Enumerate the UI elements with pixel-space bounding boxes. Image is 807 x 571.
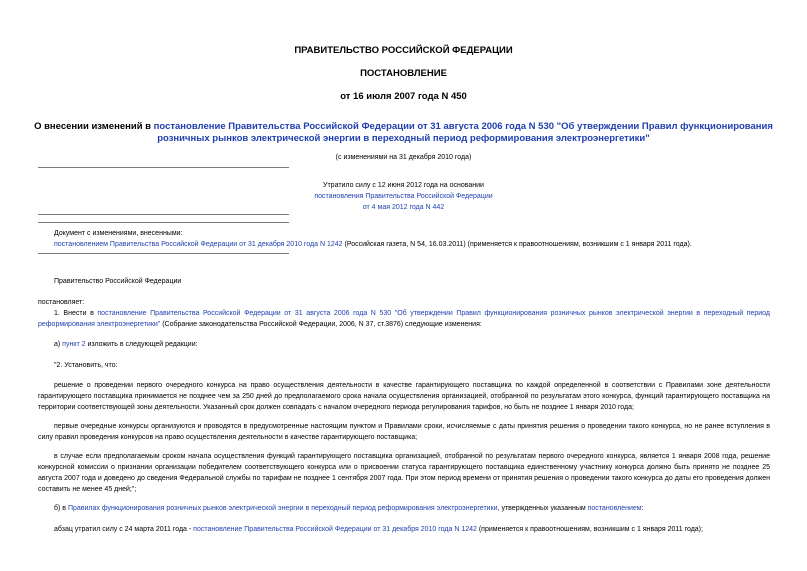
- paragraph-a: [54, 339, 198, 350]
- pb-link[interactable]: Правилах функционирования розничных рынков электрической энергии в переходный период реформирования электроэнергетики: [67, 505, 498, 512]
- paragraph-5: в случае если предполагаемым сроком начала осуществления функций гарантирующего поставщика организацией, отобранной по результатам первого очередного конкурса, является 1 января 2008 года, решение конкурсной комиссии о признании организации победителем соответствующего конкурса или о присвоении статуса гарантирующего поставщика единственному участнику конкурса должно быть принято не позднее 25 августа 2007 года и доведено до сведения Федеральной службы по тарифам не позднее 1 сентября 2007 года. При этом период времени от принятия решения о проведении такого конкурса до даты его проведения должен составить не менее 45 дней;";: [38, 453, 770, 493]
- p1-post: (Собрание законодательства Российской Федерации, 2006, N 37, ст.3876) следующие изменения:: [160, 321, 482, 328]
- header-government: ПРАВИТЕЛЬСТВО РОССИЙСКОЙ ФЕДЕРАЦИИ: [294, 45, 513, 56]
- title-prefix: О внесении изменений в: [34, 121, 154, 132]
- paragraph-4: первые очередные конкурсы организуются и проводятся в предусмотренные настоящим пунктом и Правилами сроки, исчисляемые с даты принятия решения о проведении такого конкурса, но не ранее вступления в силу правил проведения конкурсов на право осуществления деятельности в качестве гарантирующего поставщика;: [38, 423, 770, 441]
- lapsed-line1: Утратило силу с 12 июня 2012 года на основании: [323, 182, 484, 189]
- paragraph-1: [38, 308, 770, 330]
- header-doc-type: ПОСТАНОВЛЕНИЕ: [360, 68, 447, 79]
- government-line: Правительство Российской Федерации: [54, 278, 182, 285]
- decrees-line: постановляет:: [38, 299, 85, 306]
- paragraph-c: [54, 524, 794, 535]
- document-title: [0, 121, 807, 145]
- pc-link[interactable]: постановление Правительства Российской Федерации от 31 декабря 2010 года N 1242: [193, 526, 477, 533]
- lapsed-link2[interactable]: от 4 мая 2012 года N 442: [362, 204, 445, 211]
- changes-label: Документ с изменениями, внесенными:: [54, 230, 183, 237]
- paragraph-b: [54, 503, 794, 514]
- changes-rest: (Российская газета, N 54, 16.03.2011) (применяется к правоотношениям, возникшим с 1 января 2011 года).: [342, 241, 692, 248]
- title-link-line1[interactable]: постановление Правительства Российской Федерации от 31 августа 2006 года N 530 "Об утверждении Правил функционирования: [153, 121, 773, 132]
- divider: [38, 222, 289, 223]
- lapsed-link1[interactable]: постановления Правительства Российской Федерации: [314, 193, 493, 200]
- divider: [38, 214, 289, 215]
- divider: [38, 253, 289, 254]
- amended-note: (с изменениями на 31 декабря 2010 года): [335, 154, 472, 161]
- paragraph-3: решение о проведении первого очередного конкурса на право осуществления деятельности в качестве гарантирующего поставщика по каждой определенной в соответствии с Правилами зоне деятельности гарантирующего поставщика принимается не позднее чем за 250 дней до предполагаемого срока начала осуществления организацией, отобранной по результатам этого конкурса, функций гарантирующего поставщика на территории соответствующей зоны деятельности. Указанный срок должен совпадать с началом очередного периода регулирования тарифов, но быть не позднее 1 января 2010 года;: [38, 382, 770, 411]
- changes-block: [54, 228, 794, 250]
- p1-pre: 1. Внести в: [54, 310, 98, 317]
- p1-link[interactable]: постановление Правительства Российской Федерации от 31 августа 2006 года N 530 "Об утверждении Правил функционирования розничных рынков электрической энергии в переходный период реформирования электроэнергетики": [38, 310, 771, 328]
- pb-post: :: [641, 505, 644, 512]
- title-link-line2[interactable]: розничных рынков электрической энергии в переходный период реформирования электроэнергетики": [157, 133, 650, 144]
- pa-link[interactable]: пункт 2: [62, 341, 86, 348]
- divider: [38, 167, 289, 168]
- lapsed-notice: [0, 180, 807, 213]
- pc-post: (применяется к правоотношениям, возникшим с 1 января 2011 года);: [476, 526, 703, 533]
- pc-pre: абзац утратил силу с 24 марта 2011 года -: [54, 526, 194, 533]
- pa-pre: а): [54, 341, 63, 348]
- changes-link[interactable]: постановлением Правительства Российской Федерации от 31 декабря 2010 года N 1242: [54, 241, 343, 248]
- paragraph-2: "2. Установить, что:: [54, 362, 118, 369]
- header-date-number: от 16 июля 2007 года N 450: [340, 91, 467, 102]
- pa-post: изложить в следующей редакции:: [85, 341, 198, 348]
- pb-pre: б) в: [54, 505, 68, 512]
- pb-link2[interactable]: постановлением: [587, 505, 642, 512]
- pb-mid: , утвержденных указанным: [497, 505, 588, 512]
